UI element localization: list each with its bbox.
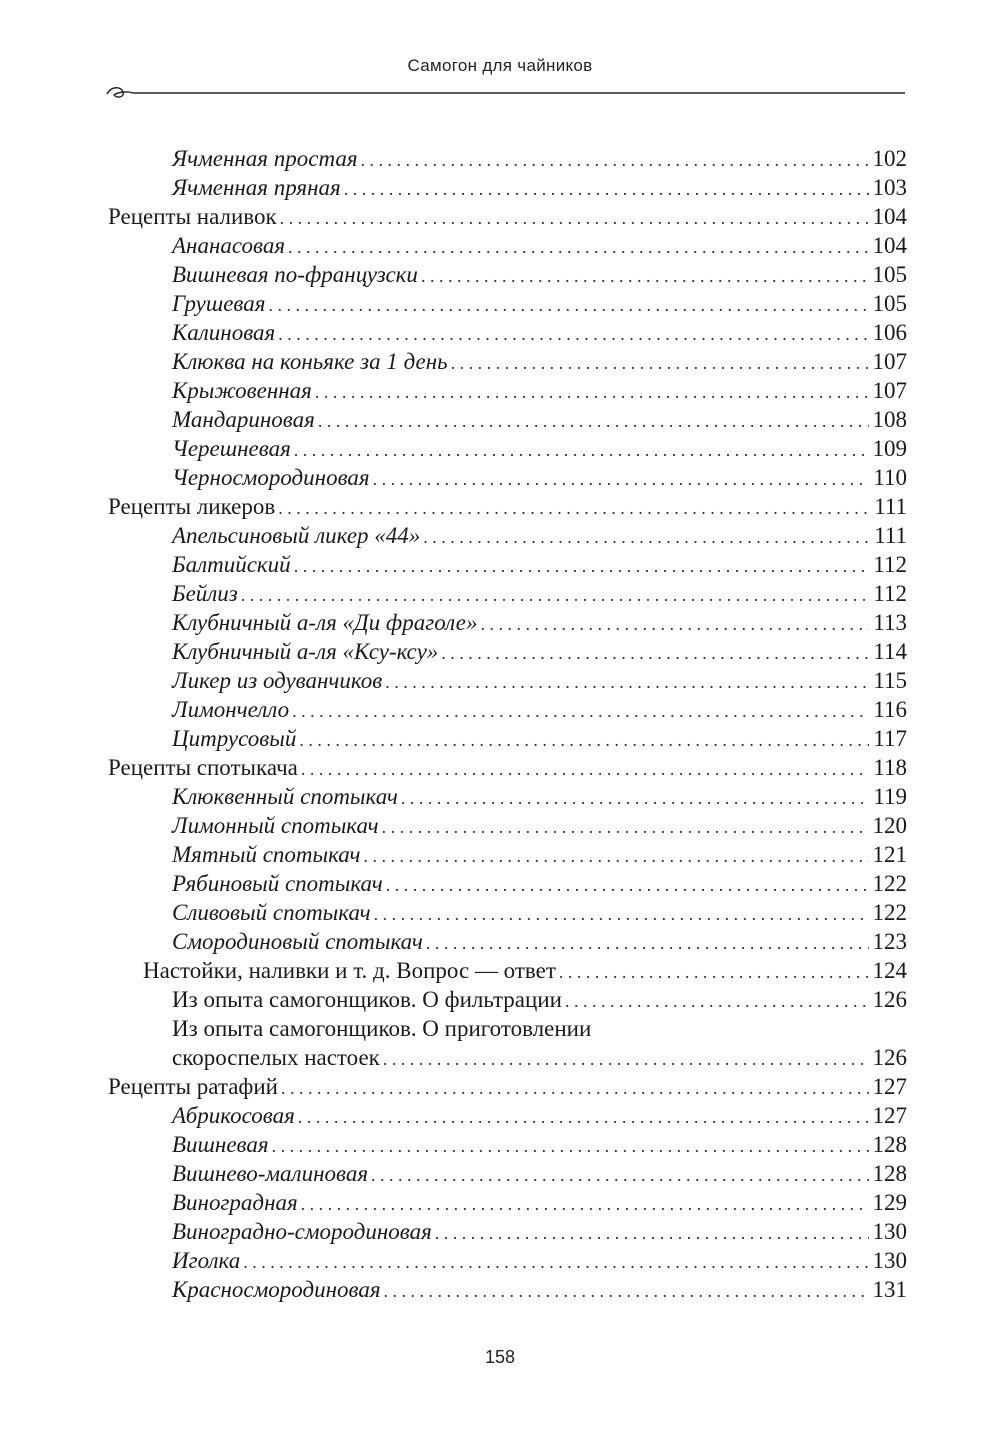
toc-entry xyxy=(0,1101,1000,1130)
dot-leader xyxy=(363,842,868,871)
toc-entry-page: 104 xyxy=(872,233,907,258)
toc-entry-title: Рецепты спотыкача xyxy=(108,755,298,780)
toc-entry-page: 112 xyxy=(873,581,907,606)
toc-entry xyxy=(0,579,1000,608)
toc-entry-title: Вишневая xyxy=(172,1132,269,1157)
toc-entry-title: Черносмородиновая xyxy=(172,465,370,490)
dot-leader xyxy=(301,755,869,784)
toc-entry-title: Ячменная простая xyxy=(172,146,358,171)
toc-entry-title: Из опыта самогонщиков. О фильтрации xyxy=(172,987,562,1012)
toc-entry xyxy=(0,1014,1000,1072)
toc-entry-title: Вишнево-малиновая xyxy=(172,1161,369,1186)
toc-entry-title: Рецепты ратафий xyxy=(108,1074,278,1099)
dot-leader xyxy=(401,784,869,813)
toc-entry-page: 105 xyxy=(872,262,907,287)
toc-entry-title: Рецепты ликеров xyxy=(108,494,276,519)
toc-entry-title: Апельсиновый ликер «44» xyxy=(172,523,421,548)
toc-entry xyxy=(0,289,1000,318)
toc-entry-title: Цитрусовый xyxy=(172,726,297,751)
toc-entry xyxy=(0,1188,1000,1217)
toc-entry xyxy=(0,1275,1000,1304)
dot-leader xyxy=(361,146,869,175)
toc-entry-page: 128 xyxy=(872,1161,907,1186)
dot-leader xyxy=(441,639,869,668)
toc-entry-page: 107 xyxy=(872,378,907,403)
toc-entry-title: Рецепты наливок xyxy=(108,204,277,229)
dot-leader xyxy=(288,233,868,262)
toc-entry xyxy=(0,869,1000,898)
toc-entry-title: скороспелых настоек xyxy=(172,1045,380,1070)
toc-entry-title: Мятный спотыкач xyxy=(172,842,361,867)
toc-entry-title: Ананасовая xyxy=(172,233,286,258)
dot-leader xyxy=(435,1219,869,1248)
toc-section-entry xyxy=(0,492,1000,521)
toc-entry xyxy=(0,1159,1000,1188)
dot-leader xyxy=(371,1161,868,1190)
toc-entry xyxy=(0,840,1000,869)
toc-entry xyxy=(0,1246,1000,1275)
dot-leader xyxy=(386,871,869,900)
dot-leader xyxy=(272,1132,869,1161)
toc-entry-title: Смородиновый спотыкач xyxy=(172,929,423,954)
dot-leader xyxy=(421,262,869,291)
toc-entry-page: 110 xyxy=(873,465,907,490)
dot-leader xyxy=(318,407,869,436)
toc-entry xyxy=(0,231,1000,260)
toc-entry-page: 112 xyxy=(873,552,907,577)
dot-leader xyxy=(292,697,869,726)
toc-entry-title: Абрикосовая xyxy=(172,1103,295,1128)
toc-entry xyxy=(0,666,1000,695)
toc-entry xyxy=(0,782,1000,811)
toc-entry-page: 106 xyxy=(872,320,907,345)
toc-entry-title: Виноградная xyxy=(172,1190,298,1215)
toc-entry-page: 122 xyxy=(872,900,907,925)
toc-entry-page: 127 xyxy=(872,1074,907,1099)
toc-entry-title: Бейлиз xyxy=(172,581,238,606)
dot-leader xyxy=(451,349,869,378)
toc-entry-title: Клюква на коньяке за 1 день xyxy=(172,349,448,374)
toc-entry xyxy=(0,1130,1000,1159)
dot-leader xyxy=(373,465,870,494)
dot-leader xyxy=(382,813,869,842)
toc-entry-page: 130 xyxy=(872,1248,907,1273)
page-number: 158 xyxy=(484,1347,516,1367)
toc-entry-title: Крыжовенная xyxy=(172,378,312,403)
toc-entry-page: 103 xyxy=(872,175,907,200)
toc-entry-page: 122 xyxy=(872,871,907,896)
dot-leader xyxy=(243,1248,868,1277)
running-header: Самогон для чайников xyxy=(407,56,593,75)
toc-entry-title-line1: Из опыта самогонщиков. О приготовлении xyxy=(172,1016,592,1041)
toc-entry-page: 128 xyxy=(872,1132,907,1157)
dot-leader xyxy=(480,610,869,639)
toc-section-entry xyxy=(0,202,1000,231)
dot-leader xyxy=(315,378,869,407)
dot-leader xyxy=(280,204,869,233)
dot-leader xyxy=(278,494,870,523)
toc-entry-title: Иголка xyxy=(172,1248,241,1273)
toc-section-entry xyxy=(0,753,1000,782)
toc-entry xyxy=(0,376,1000,405)
toc-entry-title: Настойки, наливки и т. д. Вопрос — ответ xyxy=(143,958,556,983)
header-ornament-rule xyxy=(105,80,905,102)
dot-leader xyxy=(565,987,869,1016)
dot-leader xyxy=(268,291,868,320)
toc-entry xyxy=(0,521,1000,550)
toc-entry xyxy=(0,695,1000,724)
toc-entry-title: Ячменная пряная xyxy=(172,175,341,200)
toc-entry-page: 111 xyxy=(874,494,907,519)
toc-entry xyxy=(0,724,1000,753)
toc-entry-title: Виноградно-смородиновая xyxy=(172,1219,432,1244)
dot-leader xyxy=(344,175,869,204)
toc-entry xyxy=(0,463,1000,492)
toc-entry-title: Калиновая xyxy=(172,320,276,345)
toc-entry-title: Красносмородиновая xyxy=(172,1277,381,1302)
toc-entry-page: 109 xyxy=(872,436,907,461)
toc-entry-title: Ликер из одуванчиков xyxy=(172,668,383,693)
toc-entry xyxy=(0,347,1000,376)
toc-entry xyxy=(0,173,1000,202)
toc-entry xyxy=(0,927,1000,956)
toc-entry xyxy=(0,608,1000,637)
dot-leader xyxy=(278,320,868,349)
dot-leader xyxy=(374,900,869,929)
dot-leader xyxy=(385,668,869,697)
toc-entry xyxy=(0,144,1000,173)
dot-leader xyxy=(294,436,869,465)
toc-entry-page: 117 xyxy=(873,726,907,751)
dot-leader xyxy=(294,552,870,581)
toc-entry-page: 126 xyxy=(872,1045,907,1070)
toc-entry xyxy=(0,985,1000,1014)
toc-entry-page: 118 xyxy=(873,755,907,780)
toc-entry xyxy=(0,956,1000,985)
toc-entry-title: Лимончелло xyxy=(172,697,290,722)
toc-entry-page: 107 xyxy=(872,349,907,374)
toc-entry xyxy=(0,898,1000,927)
toc-entry-title: Сливовый спотыкач xyxy=(172,900,371,925)
toc-entry xyxy=(0,637,1000,666)
toc-entry-page: 126 xyxy=(872,987,907,1012)
toc-entry-page: 105 xyxy=(872,291,907,316)
toc-entry-title: Клюквенный спотыкач xyxy=(172,784,398,809)
dot-leader xyxy=(423,523,870,552)
dot-leader xyxy=(299,726,869,755)
toc-entry xyxy=(0,1217,1000,1246)
toc-entry-title: Балтийский xyxy=(172,552,291,577)
toc-entry xyxy=(0,550,1000,579)
dot-leader xyxy=(383,1045,869,1074)
toc-entry-page: 130 xyxy=(872,1219,907,1244)
toc-entry-page: 104 xyxy=(872,204,907,229)
toc-entry-page: 111 xyxy=(874,523,907,548)
toc-entry-page: 127 xyxy=(872,1103,907,1128)
toc-section-entry xyxy=(0,1072,1000,1101)
dot-leader xyxy=(301,1190,869,1219)
toc-entry-page: 116 xyxy=(873,697,907,722)
toc-entry xyxy=(0,434,1000,463)
dot-leader xyxy=(559,958,869,987)
dot-leader xyxy=(241,581,870,610)
table-of-contents xyxy=(0,144,1000,1304)
toc-entry-title: Рябиновый спотыкач xyxy=(172,871,383,896)
toc-entry-page: 120 xyxy=(872,813,907,838)
toc-entry-page: 115 xyxy=(873,668,907,693)
toc-entry-page: 121 xyxy=(872,842,907,867)
toc-entry-page: 123 xyxy=(872,929,907,954)
dot-leader xyxy=(281,1074,869,1103)
toc-entry-title: Клубничный а-ля «Ди фраголе» xyxy=(172,610,478,635)
toc-entry-title: Вишневая по-французски xyxy=(172,262,418,287)
toc-entry-page: 114 xyxy=(873,639,907,664)
toc-entry xyxy=(0,811,1000,840)
toc-entry-page: 129 xyxy=(872,1190,907,1215)
toc-entry-title: Грушевая xyxy=(172,291,266,316)
toc-entry-title: Черешневая xyxy=(172,436,291,461)
toc-entry-title: Лимонный спотыкач xyxy=(172,813,379,838)
toc-entry-page: 102 xyxy=(872,146,907,171)
dot-leader xyxy=(426,929,869,958)
toc-entry xyxy=(0,405,1000,434)
toc-entry-page: 113 xyxy=(873,610,907,635)
toc-entry xyxy=(0,260,1000,289)
toc-entry-title: Клубничный а-ля «Ксу-ксу» xyxy=(172,639,439,664)
toc-entry-page: 131 xyxy=(872,1277,907,1302)
toc-entry-page: 119 xyxy=(873,784,907,809)
toc-entry-page: 124 xyxy=(872,958,907,983)
dot-leader xyxy=(384,1277,869,1306)
dot-leader xyxy=(298,1103,869,1132)
toc-entry xyxy=(0,318,1000,347)
toc-entry-page: 108 xyxy=(872,407,907,432)
toc-entry-title: Мандариновая xyxy=(172,407,315,432)
